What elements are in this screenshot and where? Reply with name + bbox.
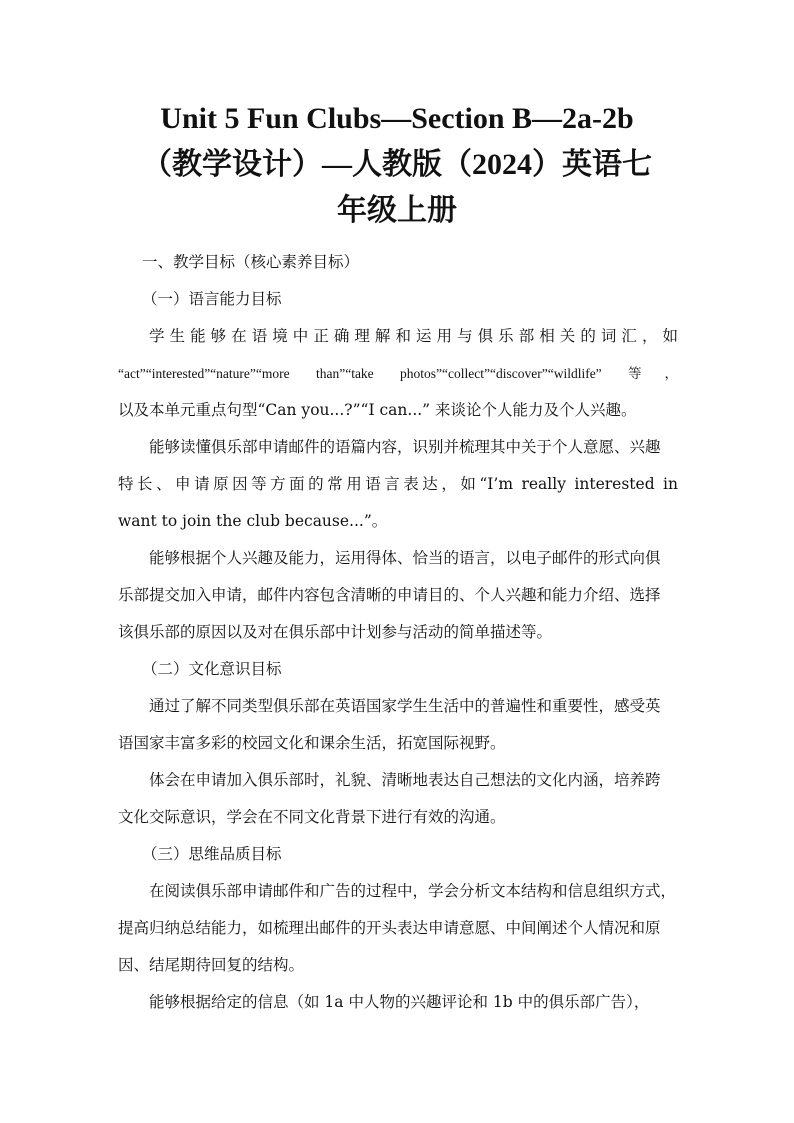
- paragraph-line: 学生能够在语境中正确理解和运用与俱乐部相关的词汇，如: [149, 327, 678, 345]
- paragraph-line: 提高归纳总结能力，如梳理出邮件的开头表达申请意愿、中间阐述个人情况和原: [118, 919, 661, 937]
- paragraph-line: 体会在申请加入俱乐部时，礼貌、清晰地表达自己想法的文化内涵，培养跨: [149, 771, 661, 789]
- paragraph-line: 语国家丰富多彩的校园文化和课余生活，拓宽国际视野。: [118, 734, 506, 752]
- paragraph-line: 以及本单元重点句型“Can you...?”“I can...” 来谈论个人能力及个人兴趣。: [118, 401, 637, 419]
- subsection-heading-thinking: （三）思维品质目标: [142, 845, 282, 863]
- paragraph-line: 能够根据个人兴趣及能力，运用得体、恰当的语言，以电子邮件的形式向俱: [149, 549, 661, 567]
- paragraph-line: 能够根据给定的信息（如 1a 中人物的兴趣评论和 1b 中的俱乐部广告），: [149, 993, 650, 1011]
- paragraph-line: 在阅读俱乐部申请邮件和广告的过程中，学会分析文本结构和信息组织方式，: [149, 882, 677, 900]
- paragraph-line: 特长、申请原因等方面的常用语言表达，如“I’m really interested in: [118, 475, 678, 493]
- paragraph-line: 能够读懂俱乐部申请邮件的语篇内容，识别并梳理其中关于个人意愿、兴趣: [149, 438, 661, 456]
- document-title: [80, 96, 714, 234]
- paragraph-line: 通过了解不同类型俱乐部在英语国家学生生活中的普遍性和重要性，感受英: [149, 697, 661, 715]
- title-line-3: 年级上册: [337, 194, 457, 227]
- section-heading-goals: 一、教学目标（核心素养目标）: [142, 253, 360, 271]
- paragraph-line: 因、结尾期待回复的结构。: [118, 956, 305, 974]
- paragraph-line: “act”“interested”“nature”“more than”“take photos”“collect”“discover”“wildlife” 等，: [118, 366, 678, 381]
- document-body: [118, 244, 678, 1021]
- subsection-heading-culture: （二）文化意识目标: [142, 660, 282, 678]
- subsection-heading-language: （一）语言能力目标: [142, 290, 282, 308]
- paragraph-line: 文化交际意识，学会在不同文化背景下进行有效的沟通。: [118, 808, 506, 826]
- paragraph-line: 乐部提交加入申请，邮件内容包含清晰的申请目的、个人兴趣和能力介绍、选择: [118, 586, 661, 604]
- paragraph-line: 该俱乐部的原因以及对在俱乐部中计划参与活动的简单描述等。: [118, 623, 553, 641]
- title-line-1: Unit 5 Fun Clubs—Section B—2a-2b: [160, 102, 634, 135]
- title-line-2: （教学设计）—人教版（2024）英语七: [142, 148, 652, 181]
- paragraph-line: want to join the club because...”。: [118, 512, 388, 530]
